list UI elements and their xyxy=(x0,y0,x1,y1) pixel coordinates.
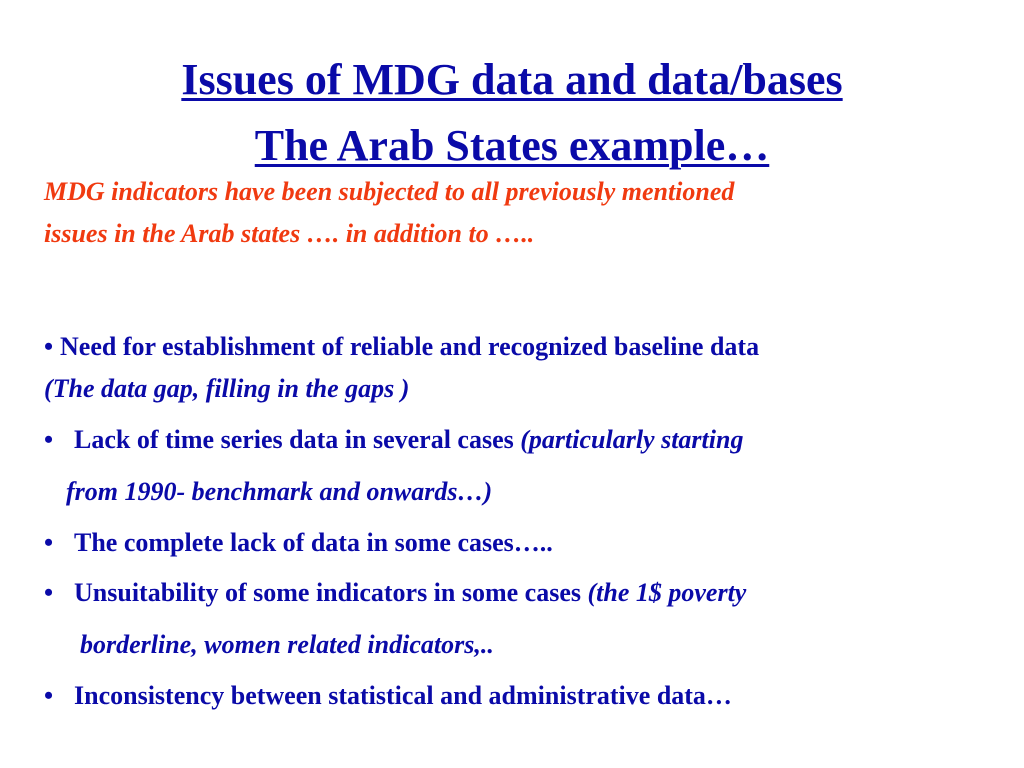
bullet-note: (the 1$ poverty xyxy=(587,578,747,607)
slide-title-line-2: The Arab States example… xyxy=(254,121,770,170)
bullet-item-lack-of-data xyxy=(44,530,553,556)
bullet-text: Need for establishment of reliable and recognized baseline data xyxy=(60,332,760,361)
intro-text-line-1: MDG indicators have been subjected to all previously mentioned xyxy=(44,177,735,206)
bullet-glyph: • xyxy=(44,578,54,607)
bullet-glyph: • xyxy=(44,332,54,361)
bullet-text: Inconsistency between statistical and administrative data… xyxy=(74,681,732,710)
bullet-item-unsuitability xyxy=(44,580,746,606)
bullet-text: Lack of time series data in several cases xyxy=(74,425,521,454)
bullet-text: Unsuitability of some indicators in some cases xyxy=(74,578,588,607)
bullet-glyph: • xyxy=(44,681,54,710)
bullet-item-baseline-data xyxy=(44,334,759,360)
bullet-item-time-series xyxy=(44,427,743,453)
bullet-item-inconsistency xyxy=(44,683,732,709)
bullet-glyph: • xyxy=(44,425,54,454)
bullet-note-continuation: from 1990- benchmark and onwards…) xyxy=(66,477,493,506)
bullet-note-data-gap: (The data gap, filling in the gaps ) xyxy=(44,374,410,403)
slide-title-line-1: Issues of MDG data and data/bases xyxy=(181,55,843,104)
bullet-note-continuation: borderline, women related indicators,.. xyxy=(80,630,494,659)
bullet-note: (particularly starting xyxy=(520,425,744,454)
intro-text-line-2: issues in the Arab states …. in addition to ….. xyxy=(44,219,535,248)
bullet-glyph: • xyxy=(44,528,54,557)
bullet-text: The complete lack of data in some cases….. xyxy=(74,528,553,557)
